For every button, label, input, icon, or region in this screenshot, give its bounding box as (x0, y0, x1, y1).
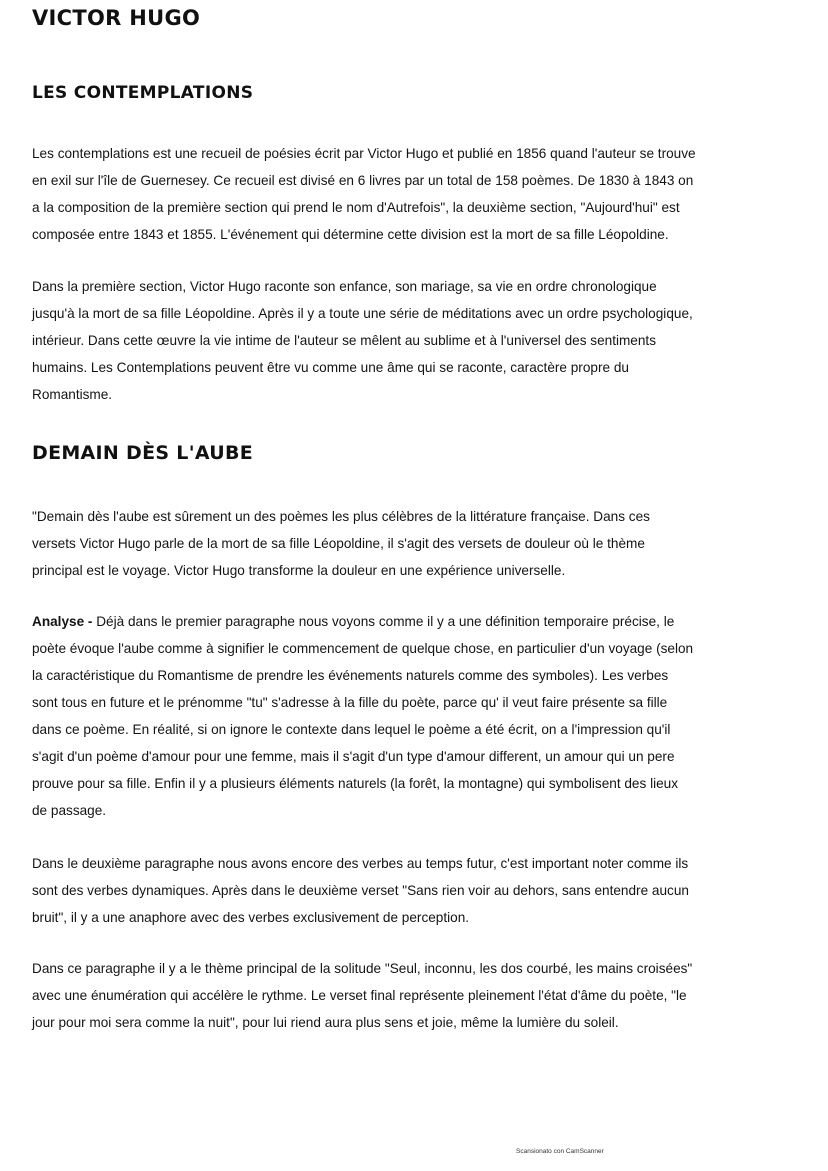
work-heading: LES CONTEMPLATIONS (32, 83, 254, 103)
paragraph-line: jusqu'à la mort de sa fille Léopoldine. Après il y a toute une série de méditations avec un ordre psychologique, (32, 306, 693, 321)
paragraph-line: dans ce poème. En réalité, si on ignore le contexte dans lequel le poème a été écrit, on a l'impression qu'il (32, 722, 671, 737)
paragraph-line (32, 608, 693, 635)
paragraph-line: s'agit d'un poème d'amour pour une femme, mais il s'agit d'un type d'amour different, un amour qui un pere (32, 749, 675, 764)
paragraph-line: Dans la première section, Victor Hugo raconte son enfance, son mariage, sa vie en ordre chronologique (32, 279, 657, 294)
author-heading: VICTOR HUGO (32, 6, 201, 30)
paragraph-line-text: Déjà dans le premier paragraphe nous voyons comme il y a une définition temporaire précise, le (92, 614, 675, 629)
poem-paragraph-4 (32, 955, 692, 1036)
paragraph-line: la caractéristique du Romantisme de prendre les événements naturels comme des symboles). Les verbes (32, 668, 669, 683)
paragraph-line: "Demain dès l'aube est sûrement un des poèmes les plus célèbres de la littérature française. Dans ces (32, 509, 650, 524)
paragraph-line: principal est le voyage. Victor Hugo transforme la douleur en une expérience universelle. (32, 563, 566, 578)
paragraph-line: intérieur. Dans cette œuvre la vie intime de l'auteur se mêlent au sublime et à l'universel des sentiments (32, 333, 657, 348)
paragraph-line: de passage. (32, 803, 107, 818)
poem-paragraph-1 (32, 503, 650, 584)
paragraph-line: bruit", il y a une anaphore avec des verbes exclusivement de perception. (32, 910, 470, 925)
paragraph-line: prouve pour sa fille. Enfin il y a plusieurs éléments naturels (la forêt, la montagne) qui symbolisent des lieux (32, 776, 679, 791)
poem-heading: DEMAIN DÈS L'AUBE (32, 442, 254, 464)
paragraph-line: avec une énumération qui accélère le rythme. Le verset final représente pleinement l'état d'âme du poète, "le (32, 988, 687, 1003)
paragraph-line: Dans ce paragraphe il y a le thème principal de la solitude "Seul, inconnu, les dos courbé, les mains croisées" (32, 961, 693, 976)
paragraph-line: en exil sur l'île de Guernesey. Ce recueil est divisé en 6 livres par un total de 158 poèmes. De 1830 à 1843 on (32, 173, 694, 188)
analysis-lead-label: Analyse - (32, 614, 93, 629)
paragraph-line: versets Victor Hugo parle de la mort de sa fille Léopoldine, il s'agit des versets de douleur où le thème (32, 536, 645, 551)
paragraph-line: a la composition de la première section qui prend le nom d'Autrefois", la deuxième section, "Aujourd'hui" est (32, 200, 680, 215)
poem-paragraph-3 (32, 850, 689, 931)
analysis-paragraph (32, 608, 693, 824)
paragraph-line: composée entre 1843 et 1855. L'événement qui détermine cette division est la mort de sa fille Léopoldine. (32, 227, 669, 242)
paragraph-line: Dans le deuxième paragraphe nous avons encore des verbes au temps futur, c'est important noter comme ils (32, 856, 689, 871)
paragraph-line: poète évoque l'aube comme à signifier le commencement de quelque chose, en particulier d'un voyage (selon (32, 641, 694, 656)
paragraph-line: sont tous en future et le prénomme "tu" s'adresse à la fille du poète, parce qu' il veut faire présente sa fille (32, 695, 668, 710)
paragraph-line: jour pour moi sera comme la nuit", pour lui riend aura plus sens et joie, même la lumière du soleil. (32, 1015, 619, 1030)
paragraph-line: Les contemplations est une recueil de poésies écrit par Victor Hugo et publié en 1856 quand l'auteur se trouve (32, 146, 696, 161)
paragraph-line: humains. Les Contemplations peuvent être vu comme une âme qui se raconte, caractère propre du (32, 360, 629, 375)
paragraph-line: sont des verbes dynamiques. Après dans le deuxième verset "Sans rien voir au dehors, sans entendre aucun (32, 883, 689, 898)
intro-paragraph-1 (32, 140, 696, 248)
scanner-footer-note: Scansionato con CamScanner (516, 1148, 604, 1155)
paragraph-line: Romantisme. (32, 387, 113, 402)
intro-paragraph-2 (32, 273, 693, 408)
